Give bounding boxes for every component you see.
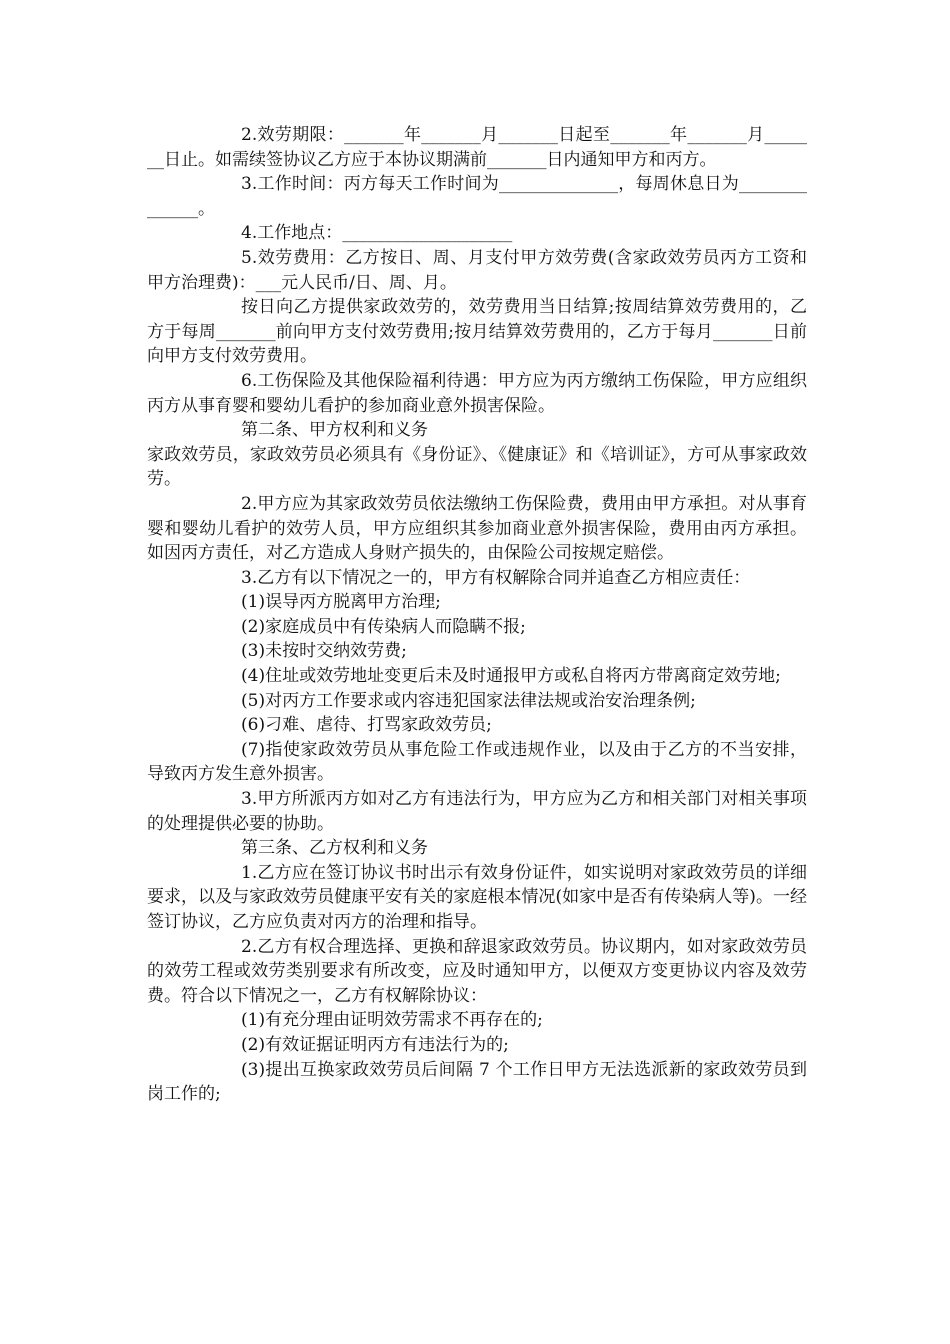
list-item: (1)误导丙方脱离甲方治理; xyxy=(241,592,441,613)
clause-injury-insurance-fee: 2.甲方应为其家政效劳员依法缴纳工伤保险费，费用由甲方承担。对从事育婴和婴幼儿看护的效劳人员，甲方应组织其参加商业意外损害保险，费用由丙方承担。如因丙方责任，对乙方造成人身财产损失的，由保险公司按规定赔偿。 xyxy=(147,493,807,564)
clause-staff-certificates: 家政效劳员，家政效劳员必须具有《身份证》、《健康证》和《培训证》，方可从事家政效劳。 xyxy=(147,444,807,490)
section-heading-party-a: 第二条、甲方权利和义务 xyxy=(241,420,428,441)
clause-work-location: 4.工作地点：____________________ xyxy=(241,223,513,244)
clause-id-disclosure: 1.乙方应在签订协议书时出示有效身份证件，如实说明对家政效劳员的详细要求，以及与家政效劳员健康平安有关的家庭根本情况(如家中是否有传染病人等)。一经签订协议，乙方应负责对丙方的治理和指导。 xyxy=(147,862,807,932)
list-item: (4)住址或效劳地址变更后未及时通报甲方或私自将丙方带离商定效劳地; xyxy=(241,666,781,687)
list-item: (7)指使家政效劳员从事危险工作或违规作业，以及由于乙方的不当安排，导致丙方发生意外损害。 xyxy=(147,739,807,785)
list-item: (2)家庭成员中有传染病人而隐瞒不报; xyxy=(241,616,526,637)
section-heading-party-b: 第三条、乙方权利和义务 xyxy=(241,838,428,859)
list-item: (3)未按时交纳效劳费; xyxy=(241,641,407,662)
clause-insurance: 6.工伤保险及其他保险福利待遇：甲方应为丙方缴纳工伤保险，甲方应组织丙方从事育婴和婴幼儿看护的参加商业意外损害保险。 xyxy=(147,370,807,416)
document-body xyxy=(147,123,807,1107)
clause-assistance: 3.甲方所派丙方如对乙方有违法行为，甲方应为乙方和相关部门对相关事项的处理提供必要的协助。 xyxy=(147,789,807,834)
clause-service-fee: 5.效劳费用：乙方按日、周、月支付甲方效劳费(含家政效劳员丙方工资和甲方治理费)：___元人民币/日、周、月。 xyxy=(147,247,807,293)
list-item: (1)有充分理由证明效劳需求不再存在的; xyxy=(241,1010,543,1031)
clause-termination-rights-a: 3.乙方有以下情况之一的，甲方有权解除合同并追查乙方相应责任： xyxy=(241,567,751,588)
list-item: (5)对丙方工作要求或内容违犯国家法律法规或治安治理条例; xyxy=(241,690,696,711)
list-item: (2)有效证据证明丙方有违法行为的; xyxy=(241,1034,509,1055)
clause-fee-settlement: 按日向乙方提供家政效劳的，效劳费用当日结算;按周结算效劳费用的，乙方于每周_______前向甲方支付效劳费用;按月结算效劳费用的，乙方于每月_______日前向甲方支付效劳费用。 xyxy=(147,297,807,367)
list-item: (6)刁难、虐待、打骂家政效劳员; xyxy=(241,715,492,736)
list-item: (3)提出互换家政效劳员后间隔 7 个工作日甲方无法选派新的家政效劳员到岗工作的; xyxy=(147,1059,807,1105)
clause-work-hours: 3.工作时间：丙方每天工作时间为______________，每周休息日为______________。 xyxy=(147,174,807,219)
clause-staff-selection: 2.乙方有权合理选择、更换和辞退家政效劳员。协议期内，如对家政效劳员的效劳工程或效劳类别要求有所改变，应及时通知甲方，以便双方变更协议内容及效劳费。符合以下情况之一，乙方有权解除协议： xyxy=(147,936,807,1006)
clause-service-period: 2.效劳期限：_______年_______月_______日起至_______年_______月_______日止。如需续签协议乙方应于本协议期满前_______日内通知甲方和丙方。 xyxy=(147,125,807,170)
